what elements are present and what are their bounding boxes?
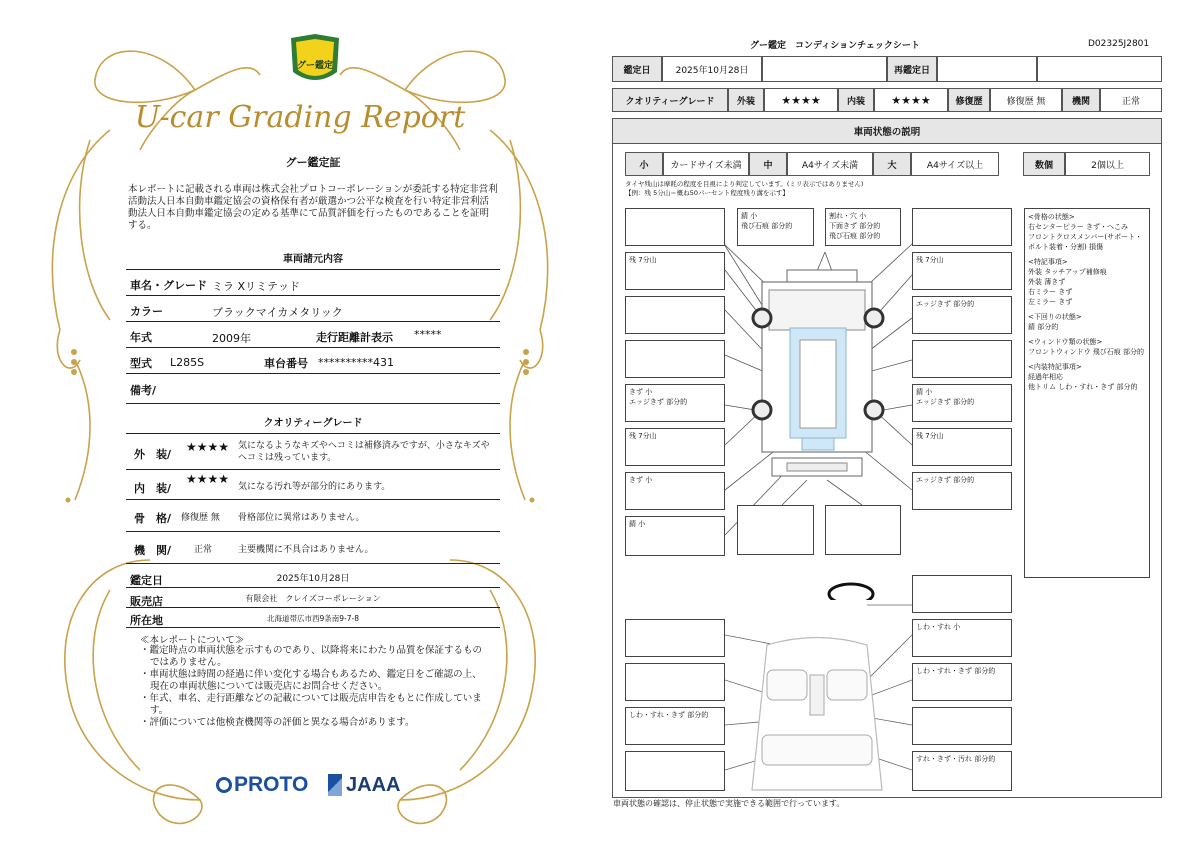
interior-text: 気になる汚れ等が部分的にあります。 [238, 482, 391, 492]
row-shop [126, 588, 500, 608]
date-label: 鑑定日 [130, 574, 163, 587]
note-line: 錆 部分的 [1028, 323, 1059, 331]
logo-text: グー鑑定 [296, 61, 333, 71]
about-list [140, 645, 490, 729]
mileage-value: ***** [414, 328, 442, 341]
engine-value: 正常 [1100, 88, 1162, 112]
condition-box-right-5: 残 7分山 [912, 428, 1012, 466]
quality-title: クオリティーグレード [263, 418, 363, 429]
condition-box-left-2 [625, 296, 725, 334]
engine-value: 正常 [194, 545, 213, 555]
about-item: ・年式、車名、走行距離などの記載については販売店申告をもとに作成しています。 [140, 693, 482, 716]
repair-history-value: 修復歴 無 [990, 88, 1062, 112]
document-id: D02325J2801 [1088, 39, 1150, 49]
exterior-text: 気になるようなキズやヘコミは補修済みですが、小さなキズやヘコミは残っています。 [238, 441, 490, 463]
note-line: フロントクロスメンバー(サポート・ボルト装着・分割) 損傷 [1028, 233, 1143, 251]
interior-box-right-2: しわ・すれ・きず 部分的 [912, 663, 1012, 701]
condition-box-left-6: きず 小 [625, 472, 725, 510]
condition-box-right-1: 残 7分山 [912, 252, 1012, 290]
jaaa-logo-icon [328, 774, 342, 796]
condition-box-top-2: 錆 小 飛び石痕 部分的 [737, 208, 814, 246]
color-value: ブラックマイカメタリック [212, 306, 343, 319]
note-line: <骨格の状態> [1028, 213, 1075, 221]
interior-stars: ★★★★ [874, 88, 948, 112]
spec-row-car-name [126, 270, 500, 296]
tire-note: タイヤ残山は摩耗の程度を目視により判定しています。(ミリ表示ではありません) 【例：残 5分山＝概ね50パーセント程度残り溝を示す】 [625, 180, 864, 197]
engine-text: 主要機関に不具合はありません。 [238, 545, 374, 555]
interior-box-left-2 [625, 663, 725, 701]
exterior-stars: ★★★★ [186, 440, 230, 454]
address-label: 所在地 [130, 614, 163, 627]
section-title: 車両状態の説明 [612, 118, 1162, 144]
quality-row-frame [126, 500, 500, 532]
count-label: 数個 [1023, 152, 1065, 176]
row-address [126, 608, 500, 628]
exterior-stars: ★★★★ [764, 88, 838, 112]
model-value: L285S [170, 356, 205, 369]
note-line: フロントウィンドウ 飛び石痕 部分的 [1028, 348, 1145, 356]
condition-box-left-1: 残 7分山 [625, 252, 725, 290]
repair-history-label: 修復歴 [948, 88, 990, 112]
address-value: 北海道帯広市西9条南9-7-8 [267, 614, 359, 623]
row-date [126, 566, 500, 588]
chassis-label: 車台番号 [264, 357, 308, 370]
condition-box-top-3: 割れ・穴 小 下面きず 部分的 飛び石痕 部分的 [825, 208, 901, 246]
model-label: 型式 [130, 357, 152, 370]
note-line: <内装特記事項> [1028, 363, 1082, 371]
interior-stars: ★★★★ [186, 472, 230, 486]
condition-box-bottom-1 [737, 505, 814, 555]
interior-box-right-3 [912, 707, 1012, 745]
quality-row-interior [126, 470, 500, 500]
condition-box-left-4: きず 小 エッジきず 部分的 [625, 384, 725, 422]
interior-label: 内 装/ [134, 482, 172, 495]
about-item: ・車両状態は時間の経過に伴い変化する場合もあるため、鑑定日をご確認の上、現在の車両状態については販売店にお問合せください。 [140, 669, 482, 692]
date-value: 2025年10月28日 [276, 574, 350, 584]
interior-label: 内装 [838, 88, 874, 112]
note-line: 経過年相応 [1028, 373, 1063, 381]
eval-date-label: 鑑定日 [612, 56, 662, 82]
condition-box-right-2: エッジきず 部分的 [912, 296, 1012, 334]
condition-box-left-3 [625, 340, 725, 378]
note-line: 左ミラー きず [1028, 298, 1073, 306]
car-name-label: 車名・グレード [130, 279, 207, 292]
condition-box-left-5: 残 7分山 [625, 428, 725, 466]
exterior-label: 外 装/ [134, 448, 172, 461]
about-title: ≪本レポートについて≫ [140, 635, 245, 646]
size-mid-desc: A4サイズ未満 [787, 152, 873, 176]
quality-row-engine [126, 532, 500, 564]
note-line: 右ミラー きず [1028, 288, 1073, 296]
size-large-desc: A4サイズ以上 [911, 152, 999, 176]
frame-text: 骨格部位に異常はありません。 [238, 513, 365, 523]
condition-box-left-7: 錆 小 [625, 516, 725, 556]
year-value: 2009年 [212, 332, 251, 345]
size-small-desc: カードサイズ未満 [663, 152, 749, 176]
count-desc: 2個以上 [1065, 152, 1150, 176]
proto-logo-icon [216, 777, 232, 793]
note-line: <ウィンドウ類の状態> [1028, 338, 1103, 346]
condition-box-right-6: エッジきず 部分的 [912, 472, 1012, 510]
engine-label: 機関 [1062, 88, 1100, 112]
size-mid-label: 中 [749, 152, 787, 176]
note-line: 外装 タッチアップ補修痕 [1028, 268, 1107, 276]
eval-date-value: 2025年10月28日 [662, 56, 762, 82]
condition-box-right-4: 錆 小 エッジきず 部分的 [912, 384, 1012, 422]
spec-row-model [126, 348, 500, 374]
chassis-value: **********431 [318, 356, 394, 369]
proto-logo-text: PROTO [234, 773, 309, 796]
size-large-label: 大 [873, 152, 911, 176]
footer-note: 車両状態の確認は、停止状態で実施できる範囲で行っています。 [613, 799, 845, 808]
about-item: ・鑑定時点の車両状態を示すものであり、以降将来にわたり品質を保証するものではありません。 [140, 645, 483, 668]
note-line: 外装 薄きず [1028, 278, 1066, 286]
reeval-date-label: 再鑑定日 [887, 56, 937, 82]
engine-label: 機 関/ [134, 544, 172, 557]
about-item: ・評価については他検査機関等の評価と異なる場合があります。 [140, 717, 415, 728]
frame-label: 骨 格/ [134, 512, 172, 525]
condition-box-top-1 [625, 208, 725, 246]
certificate-title: グー鑑定証 [285, 156, 341, 169]
interior-box-right-1: しわ・すれ 小 [912, 619, 1012, 657]
exterior-label: 外装 [728, 88, 764, 112]
interior-box-left-1 [625, 619, 725, 657]
interior-box-left-4 [625, 751, 725, 791]
proto-logo [216, 770, 308, 800]
condition-box-top-4 [912, 208, 1012, 246]
color-label: カラー [130, 305, 163, 318]
condition-box-bottom-2 [825, 505, 901, 555]
jaaa-logo [328, 770, 400, 800]
remarks-label: 備考/ [130, 384, 157, 397]
frame-value: 修復歴 無 [181, 513, 220, 523]
condition-box-right-3 [912, 340, 1012, 378]
interior-box-right-0 [912, 575, 1012, 613]
spec-row-remarks [126, 374, 500, 404]
quality-grade-label: クオリティーグレード [612, 88, 728, 112]
script-title: U-car Grading Report [134, 100, 466, 135]
shop-value: 有限会社 クレイズコーポレーション [245, 594, 381, 603]
note-line: 他トリム しわ・すれ・きず 部分的 [1028, 383, 1138, 391]
quality-row-exterior [126, 434, 500, 470]
mileage-label: 走行距離計表示 [316, 331, 393, 344]
goo-kantei-logo [287, 32, 343, 90]
reeval-date-blank [1037, 56, 1162, 82]
interior-box-right-4: すれ・きず・汚れ 部分的 [912, 751, 1012, 791]
special-notes-panel [1024, 208, 1150, 578]
spec-title: 車両諸元内容 [283, 254, 343, 265]
reeval-date-value [937, 56, 1037, 82]
size-small-label: 小 [625, 152, 663, 176]
note-line: 右センターピラー きず・へこみ [1028, 223, 1128, 231]
eval-date-blank [762, 56, 887, 82]
year-label: 年式 [130, 331, 152, 344]
note-line: <下回りの状態> [1028, 313, 1082, 321]
interior-box-left-3: しわ・すれ・きず 部分的 [625, 707, 725, 745]
certificate-intro: 本レポートに記載される車両は株式会社プロトコーポレーションが委託する特定非営利活動法人日本自動車鑑定協会の資格保有者が厳選かつ公平な検査を行い特定非営利活動法人日本自動車鑑定協会の定める基準にて品質評価を行ったものであることを証明する。 [128, 184, 498, 231]
header-title: グー鑑定 コンディションチェックシート [750, 41, 920, 51]
car-name-value: ミラ Xリミテッド [212, 280, 301, 293]
note-line: <特記事項> [1028, 258, 1068, 266]
shop-label: 販売店 [130, 595, 163, 608]
jaaa-logo-text: JAAA [346, 773, 401, 796]
spec-row-year [126, 322, 500, 348]
spec-row-color [126, 296, 500, 322]
